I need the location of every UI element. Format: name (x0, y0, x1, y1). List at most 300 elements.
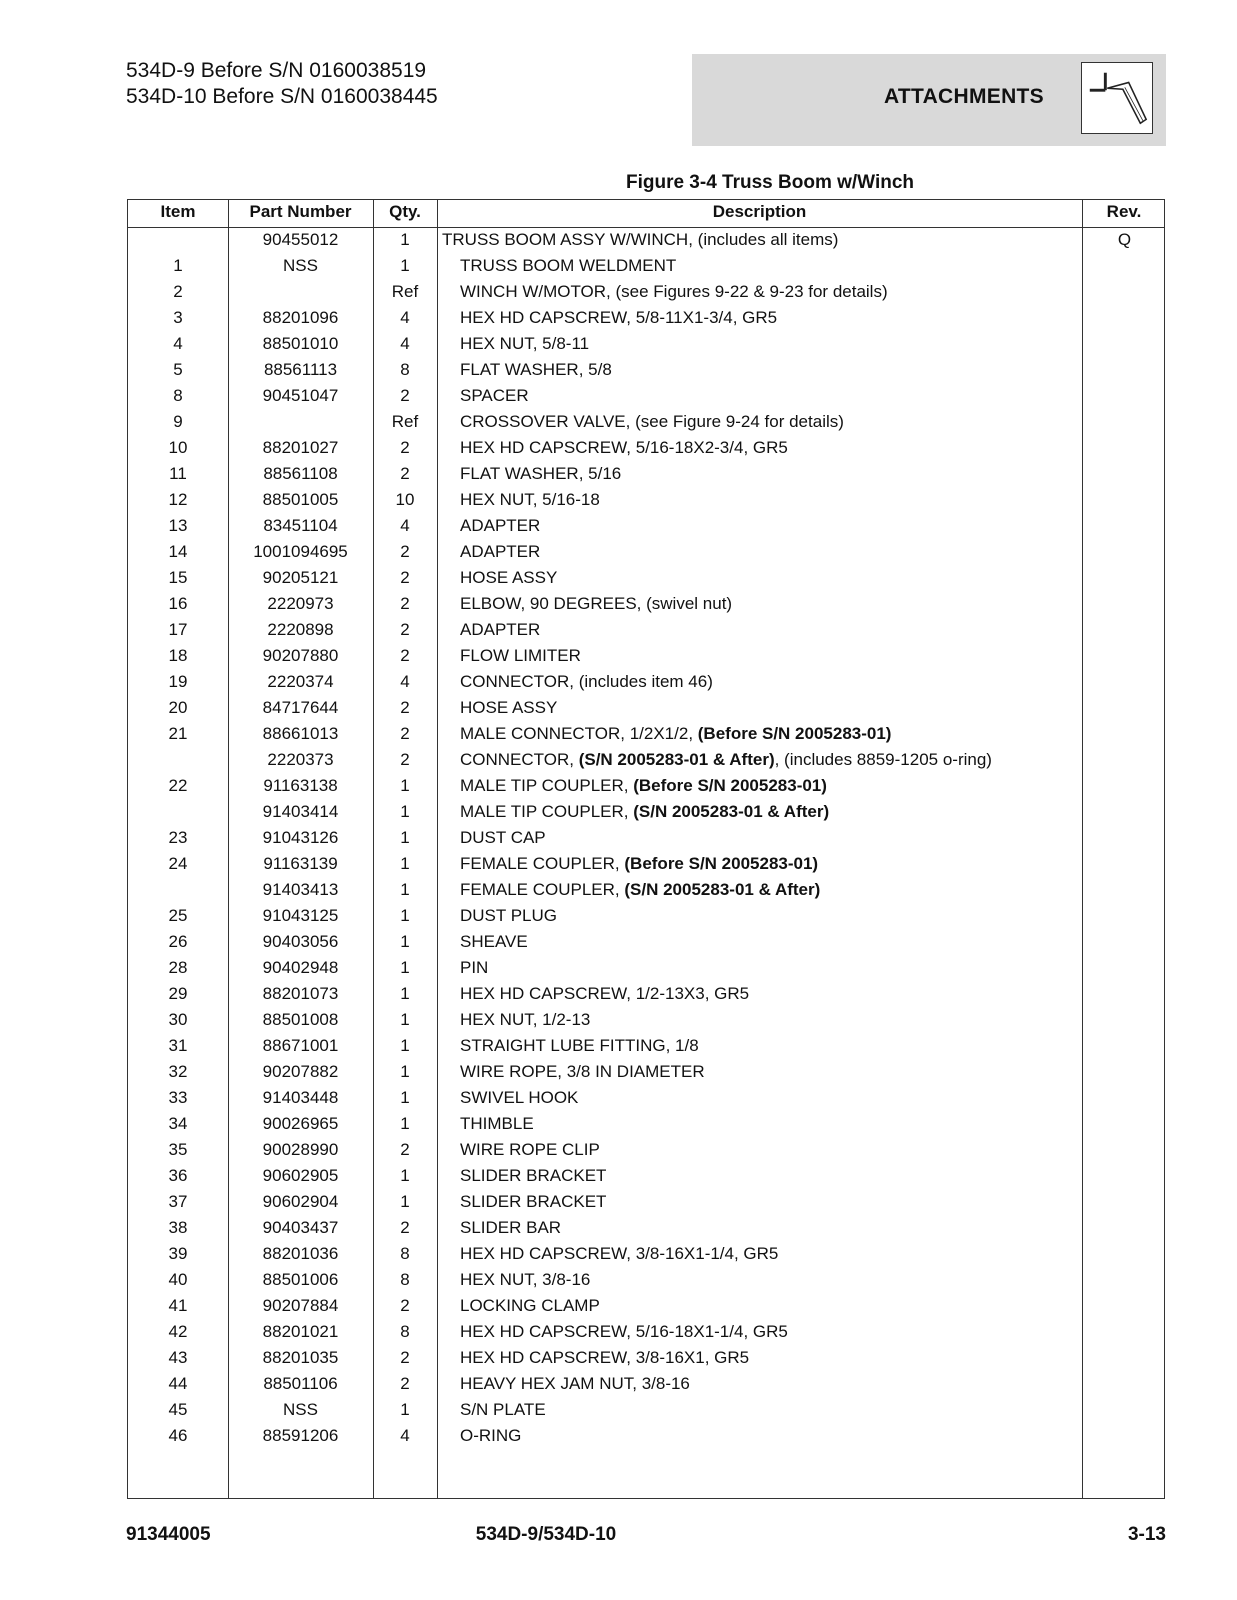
description-text: SLIDER BRACKET (460, 1166, 607, 1185)
description-cell (460, 435, 1100, 461)
part-number-cell: 90205121 (262, 568, 339, 587)
table-row (128, 565, 1164, 591)
qty-cell: 4 (400, 334, 410, 353)
table-row (128, 981, 1164, 1007)
table-row (128, 513, 1164, 539)
part-number-cell: 2220898 (267, 620, 334, 639)
description-text: CONNECTOR, (460, 750, 579, 769)
table-row (128, 1215, 1164, 1241)
description-text: CROSSOVER VALVE, (see Figure 9-24 for details) (460, 412, 844, 431)
qty-cell: 2 (400, 568, 410, 587)
item-cell: 12 (168, 490, 188, 509)
section-title: ATTACHMENTS (883, 85, 1044, 108)
description-text: SLIDER BAR (460, 1218, 562, 1237)
model-header (126, 58, 438, 110)
qty-cell: 4 (400, 308, 410, 327)
part-number-cell: 88501106 (263, 1374, 338, 1393)
description-cell (460, 695, 1100, 721)
description-cell (460, 825, 1100, 851)
qty-cell: 1 (400, 802, 410, 821)
serial-range-note: (Before S/N 2005283-01) (697, 724, 892, 743)
description-text: HEX HD CAPSCREW, 5/16-18X2-3/4, GR5 (460, 438, 788, 457)
item-cell: 16 (168, 594, 188, 613)
qty-cell: 2 (400, 724, 410, 743)
table-row (128, 643, 1164, 669)
item-cell: 13 (168, 516, 188, 535)
table-row (128, 1137, 1164, 1163)
qty-cell: 1 (400, 1166, 410, 1185)
table-row (128, 1111, 1164, 1137)
part-number-cell: 88561113 (263, 360, 338, 379)
part-number-cell: 88501006 (262, 1270, 339, 1289)
description-cell (460, 799, 1100, 825)
column-header-description: Description (712, 202, 807, 221)
description-cell (460, 1423, 1100, 1449)
part-number-cell: NSS (283, 256, 318, 275)
description-cell (460, 1241, 1100, 1267)
item-cell: 11 (169, 464, 187, 483)
description-text: ADAPTER (460, 542, 541, 561)
footer-doc-number: 91344005 (126, 1524, 211, 1545)
description-cell (460, 1319, 1100, 1345)
table-row (128, 1189, 1164, 1215)
table-row (128, 1241, 1164, 1267)
table-row (128, 1163, 1164, 1189)
description-cell (460, 513, 1100, 539)
description-text: STRAIGHT LUBE FITTING, 1/8 (460, 1036, 699, 1055)
description-cell (460, 1397, 1100, 1423)
description-text: SPACER (460, 386, 529, 405)
description-cell (460, 1267, 1100, 1293)
description-cell (460, 357, 1100, 383)
item-cell: 21 (168, 724, 188, 743)
qty-cell: Ref (391, 282, 419, 301)
table-row (128, 669, 1164, 695)
description-text: MALE TIP COUPLER, (460, 776, 634, 795)
description-cell (460, 773, 1100, 799)
part-number-cell: 91043125 (262, 906, 339, 925)
part-number-cell: 90028990 (262, 1140, 339, 1159)
part-number-cell: 91043126 (262, 828, 339, 847)
description-cell (460, 747, 1100, 773)
part-number-cell: 88201073 (262, 984, 339, 1003)
item-cell: 41 (168, 1296, 188, 1315)
description-text: FLAT WASHER, 5/8 (460, 360, 612, 379)
qty-cell: 4 (400, 672, 410, 691)
description-text: WIRE ROPE, 3/8 IN DIAMETER (460, 1062, 705, 1081)
description-cell (460, 981, 1100, 1007)
description-cell (460, 1163, 1100, 1189)
table-row (128, 227, 1164, 253)
truss-boom-winch-icon (1081, 62, 1153, 134)
part-number-cell: 91403414 (262, 802, 339, 821)
table-row (128, 903, 1164, 929)
item-cell: 9 (173, 412, 183, 431)
item-cell: 23 (168, 828, 188, 847)
table-row (128, 253, 1164, 279)
table-row (128, 799, 1164, 825)
qty-cell: 8 (400, 1244, 410, 1263)
item-cell: 26 (168, 932, 188, 951)
table-row (128, 1371, 1164, 1397)
description-cell (460, 955, 1100, 981)
serial-range-note: (Before S/N 2005283-01) (624, 854, 819, 873)
item-cell: 19 (168, 672, 188, 691)
description-text: LOCKING CLAMP (460, 1296, 600, 1315)
table-row (128, 1345, 1164, 1371)
table-row (128, 1059, 1164, 1085)
column-header-qty: Qty. (389, 202, 421, 221)
serial-range-note: (S/N 2005283-01 & After) (633, 802, 830, 821)
part-number-cell: 91163139 (263, 854, 338, 873)
item-cell: 15 (168, 568, 188, 587)
item-cell: 20 (168, 698, 188, 717)
item-cell: 36 (168, 1166, 188, 1185)
qty-cell: Ref (391, 412, 419, 431)
table-row (128, 331, 1164, 357)
model-line-1: 534D-9 Before S/N 0160038519 (126, 59, 427, 82)
table-row (128, 747, 1164, 773)
item-cell: 14 (168, 542, 188, 561)
item-cell: 44 (168, 1374, 188, 1393)
description-text: TRUSS BOOM WELDMENT (460, 256, 677, 275)
description-cell (460, 253, 1100, 279)
qty-cell: 1 (400, 828, 410, 847)
part-number-cell: 88501005 (262, 490, 339, 509)
qty-cell: 4 (400, 516, 410, 535)
qty-cell: 1 (400, 230, 410, 249)
qty-cell: 1 (400, 776, 410, 795)
item-cell: 24 (168, 854, 188, 873)
part-number-cell: 88671001 (262, 1036, 339, 1055)
description-text: ADAPTER (460, 620, 541, 639)
serial-range-note: (S/N 2005283-01 & After) (624, 880, 821, 899)
qty-cell: 8 (400, 360, 410, 379)
table-row (128, 929, 1164, 955)
item-cell: 2 (173, 282, 183, 301)
item-cell: 39 (168, 1244, 188, 1263)
part-number-cell: 1001094695 (253, 542, 348, 561)
description-text: SHEAVE (460, 932, 528, 951)
description-text: HEX HD CAPSCREW, 3/8-16X1-1/4, GR5 (460, 1244, 779, 1263)
description-cell (442, 227, 1082, 253)
item-cell: 34 (168, 1114, 188, 1133)
column-header-rev: Rev. (1106, 202, 1142, 221)
part-number-cell: 90207884 (262, 1296, 339, 1315)
description-cell (460, 851, 1100, 877)
item-cell: 45 (168, 1400, 188, 1419)
serial-range-note: (S/N 2005283-01 & After) (578, 750, 775, 769)
table-row (128, 1085, 1164, 1111)
table-row (128, 851, 1164, 877)
description-cell (460, 669, 1100, 695)
part-number-cell: 90207880 (262, 646, 339, 665)
description-text: FEMALE COUPLER, (460, 880, 625, 899)
description-cell (460, 1345, 1100, 1371)
description-text: HOSE ASSY (460, 568, 558, 587)
description-text: HOSE ASSY (460, 698, 558, 717)
table-row (128, 487, 1164, 513)
table-row (128, 357, 1164, 383)
qty-cell: 1 (400, 1114, 410, 1133)
part-number-cell: 2220373 (267, 750, 334, 769)
qty-cell: 1 (400, 906, 410, 925)
qty-cell: 1 (400, 958, 410, 977)
column-header-item: Item (160, 202, 196, 221)
qty-cell: 2 (400, 464, 410, 483)
table-row (128, 305, 1164, 331)
table-row (128, 695, 1164, 721)
description-text: MALE TIP COUPLER, (460, 802, 634, 821)
column-header-part-number: Part Number (249, 202, 352, 221)
item-cell: 29 (168, 984, 188, 1003)
description-text: ELBOW, 90 DEGREES, (swivel nut) (460, 594, 733, 613)
qty-cell: 1 (400, 880, 410, 899)
part-number-cell: 88501008 (262, 1010, 339, 1029)
item-cell: 38 (168, 1218, 188, 1237)
item-cell: 4 (173, 334, 183, 353)
qty-cell: 2 (400, 1348, 410, 1367)
description-cell (460, 721, 1100, 747)
page-footer (126, 1524, 1166, 1548)
qty-cell: 10 (395, 490, 415, 509)
part-number-cell: 91403448 (262, 1088, 339, 1107)
description-cell (460, 1033, 1100, 1059)
qty-cell: 2 (400, 542, 410, 561)
description-text: HEX HD CAPSCREW, 3/8-16X1, GR5 (460, 1348, 750, 1367)
description-text: HEX NUT, 5/16-18 (460, 490, 600, 509)
description-text: ADAPTER (460, 516, 541, 535)
table-row (128, 825, 1164, 851)
description-cell (460, 1111, 1100, 1137)
part-number-cell: 90026965 (262, 1114, 339, 1133)
qty-cell: 8 (400, 1322, 410, 1341)
model-line-2: 534D-10 Before S/N 0160038445 (126, 85, 438, 108)
qty-cell: 1 (400, 1062, 410, 1081)
qty-cell: 2 (400, 594, 410, 613)
item-cell: 42 (168, 1322, 188, 1341)
part-number-cell: 88591206 (262, 1426, 339, 1445)
part-number-cell: 88201036 (262, 1244, 339, 1263)
table-row (128, 1293, 1164, 1319)
description-text: HEX HD CAPSCREW, 5/16-18X1-1/4, GR5 (460, 1322, 788, 1341)
item-cell: 28 (168, 958, 188, 977)
description-cell (460, 383, 1100, 409)
table-row (128, 591, 1164, 617)
description-cell (460, 331, 1100, 357)
qty-cell: 1 (400, 984, 410, 1003)
table-row (128, 461, 1164, 487)
description-cell (460, 903, 1100, 929)
item-cell: 17 (168, 620, 188, 639)
table-row (128, 539, 1164, 565)
item-cell: 5 (173, 360, 183, 379)
part-number-cell: 84717644 (262, 698, 339, 717)
qty-cell: 1 (400, 1400, 410, 1419)
description-cell (460, 591, 1100, 617)
part-number-cell: 90207882 (262, 1062, 339, 1081)
description-text: HEX NUT, 3/8-16 (460, 1270, 591, 1289)
item-cell: 33 (168, 1088, 188, 1107)
qty-cell: 2 (400, 750, 410, 769)
item-cell: 8 (173, 386, 183, 405)
qty-cell: 1 (400, 1036, 410, 1055)
table-body (128, 227, 1164, 1449)
qty-cell: 2 (400, 1296, 410, 1315)
part-number-cell: 88661013 (262, 724, 339, 743)
description-cell (460, 617, 1100, 643)
description-text: CONNECTOR, (includes item 46) (460, 672, 713, 691)
description-text: MALE CONNECTOR, 1/2X1/2, (460, 724, 698, 743)
table-row (128, 721, 1164, 747)
description-text: HEX NUT, 1/2-13 (460, 1010, 591, 1029)
item-cell: 32 (168, 1062, 188, 1081)
table-row (128, 1319, 1164, 1345)
description-text: SLIDER BRACKET (460, 1192, 607, 1211)
qty-cell: 1 (400, 1088, 410, 1107)
serial-range-note: (Before S/N 2005283-01) (633, 776, 827, 795)
item-cell: 31 (168, 1036, 188, 1055)
item-cell: 30 (168, 1010, 188, 1029)
description-text: WIRE ROPE CLIP (460, 1140, 600, 1159)
item-cell: 35 (168, 1140, 188, 1159)
item-cell: 37 (168, 1192, 188, 1211)
part-number-cell: 90451047 (262, 386, 339, 405)
part-number-cell: 90403437 (262, 1218, 339, 1237)
description-cell (460, 305, 1100, 331)
description-text: FLOW LIMITER (460, 646, 581, 665)
description-cell (460, 643, 1100, 669)
qty-cell: 2 (400, 698, 410, 717)
description-text: THIMBLE (460, 1114, 534, 1133)
table-row (128, 409, 1164, 435)
description-cell (460, 929, 1100, 955)
qty-cell: 2 (400, 620, 410, 639)
qty-cell: 8 (400, 1270, 410, 1289)
table-row (128, 1033, 1164, 1059)
description-text: FEMALE COUPLER, (460, 854, 625, 873)
qty-cell: 2 (400, 1218, 410, 1237)
description-cell (460, 1059, 1100, 1085)
description-text: WINCH W/MOTOR, (see Figures 9-22 & 9-23 for details) (460, 282, 888, 301)
footer-page-number: 3-13 (1127, 1524, 1166, 1545)
qty-cell: 1 (400, 932, 410, 951)
parts-table (127, 199, 1165, 1499)
item-cell: 40 (168, 1270, 188, 1289)
item-cell: 43 (168, 1348, 188, 1367)
description-cell (460, 1371, 1100, 1397)
description-cell (460, 1137, 1100, 1163)
description-text: DUST PLUG (460, 906, 557, 925)
table-row (128, 1267, 1164, 1293)
item-cell: 1 (173, 256, 183, 275)
description-text: HEX NUT, 5/8-11 (460, 334, 590, 353)
item-cell: 25 (168, 906, 188, 925)
description-suffix: , (includes 8859-1205 o-ring) (774, 750, 992, 769)
description-cell (460, 1215, 1100, 1241)
qty-cell: 2 (400, 1140, 410, 1159)
description-cell (460, 487, 1100, 513)
item-cell: 10 (168, 438, 188, 457)
table-row (128, 877, 1164, 903)
qty-cell: 4 (400, 1426, 410, 1445)
table-row (128, 279, 1164, 305)
part-number-cell: 88501010 (262, 334, 339, 353)
description-text: O-RING (460, 1426, 522, 1445)
description-text: HEAVY HEX JAM NUT, 3/8-16 (460, 1374, 690, 1393)
description-cell (460, 409, 1100, 435)
item-cell: 22 (168, 776, 188, 795)
part-number-cell: 90403056 (262, 932, 339, 951)
qty-cell: 2 (400, 386, 410, 405)
qty-cell: 1 (400, 1010, 410, 1029)
description-text: FLAT WASHER, 5/16 (460, 464, 622, 483)
description-text: PIN (460, 958, 489, 977)
part-number-cell: 90602905 (262, 1166, 339, 1185)
table-row (128, 383, 1164, 409)
item-cell: 46 (168, 1426, 188, 1445)
part-number-cell: 90602904 (262, 1192, 339, 1211)
description-cell (460, 1007, 1100, 1033)
qty-cell: 1 (400, 256, 410, 275)
table-row (128, 617, 1164, 643)
description-text: DUST CAP (460, 828, 546, 847)
description-text: HEX HD CAPSCREW, 1/2-13X3, GR5 (460, 984, 750, 1003)
description-text: TRUSS BOOM ASSY W/WINCH, (includes all items) (442, 230, 839, 249)
part-number-cell: 2220973 (267, 594, 334, 613)
part-number-cell: 91163138 (263, 776, 338, 795)
item-cell: 3 (173, 308, 183, 327)
part-number-cell: 88561108 (263, 464, 338, 483)
part-number-cell: 90455012 (262, 230, 339, 249)
part-number-cell: 88201021 (262, 1322, 339, 1341)
qty-cell: 2 (400, 438, 410, 457)
item-cell: 18 (168, 646, 188, 665)
part-number-cell: NSS (283, 1400, 318, 1419)
table-row (128, 1007, 1164, 1033)
qty-cell: 2 (400, 1374, 410, 1393)
rev-cell: Q (1117, 230, 1132, 249)
section-banner (692, 54, 1166, 146)
qty-cell: 1 (400, 854, 410, 873)
part-number-cell: 2220374 (267, 672, 334, 691)
description-text: SWIVEL HOOK (460, 1088, 579, 1107)
table-row (128, 773, 1164, 799)
table-row (128, 1423, 1164, 1449)
description-text: HEX HD CAPSCREW, 5/8-11X1-3/4, GR5 (460, 308, 778, 327)
qty-cell: 2 (400, 646, 410, 665)
description-cell (460, 461, 1100, 487)
description-cell (460, 565, 1100, 591)
description-cell (460, 279, 1100, 305)
qty-cell: 1 (400, 1192, 410, 1211)
part-number-cell: 83451104 (263, 516, 338, 535)
part-number-cell: 91403413 (262, 880, 339, 899)
footer-models: 534D-9/534D-10 (475, 1524, 617, 1545)
description-cell (460, 877, 1100, 903)
table-row (128, 955, 1164, 981)
part-number-cell: 90402948 (262, 958, 339, 977)
part-number-cell: 88201096 (262, 308, 339, 327)
description-text: S/N PLATE (460, 1400, 546, 1419)
table-row (128, 435, 1164, 461)
description-cell (460, 1293, 1100, 1319)
description-cell (460, 1189, 1100, 1215)
description-cell (460, 539, 1100, 565)
figure-title: Figure 3-4 Truss Boom w/Winch (625, 172, 915, 193)
description-cell (460, 1085, 1100, 1111)
table-row (128, 1397, 1164, 1423)
